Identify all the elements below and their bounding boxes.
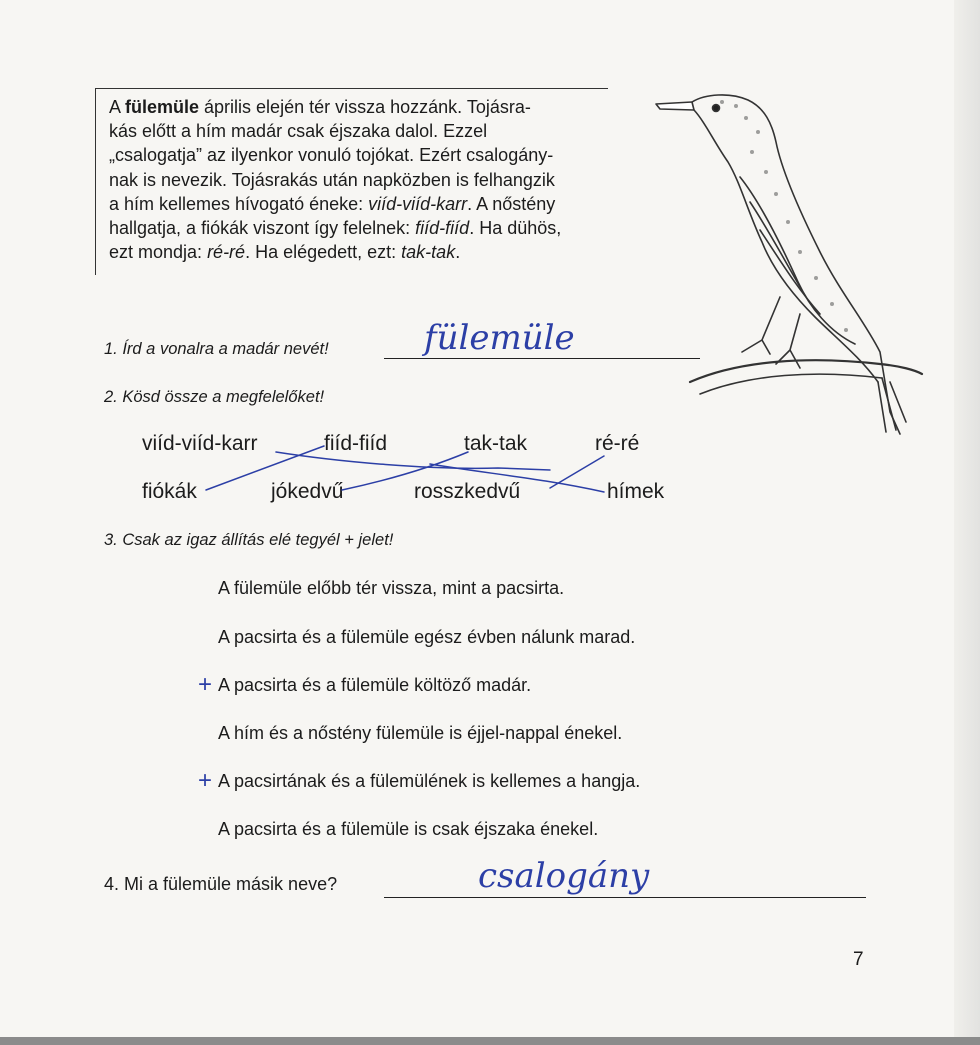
plus-mark: + bbox=[198, 671, 213, 698]
match-bottom-himek[interactable]: hímek bbox=[607, 480, 665, 503]
statement[interactable]: A pacsirta és a fülemüle egész évben nálunk marad. bbox=[218, 627, 636, 647]
task3-prompt: 3. Csak az igaz állítás elé tegyél + jelet! bbox=[104, 531, 394, 549]
match-bottom-rosszkedvu[interactable]: rosszkedvű bbox=[414, 480, 521, 503]
intro-line: a hím kellemes hívogató éneke: viíd-viíd-karr. A nőstény bbox=[109, 193, 556, 214]
statement[interactable]: A pacsirta és a fülemüle költöző madár. bbox=[218, 675, 532, 695]
statement[interactable]: A pacsirtának és a fülemülének is kellemes a hangja. bbox=[218, 771, 641, 791]
bottom-edge bbox=[0, 1037, 980, 1045]
task1-answer: fülemüle bbox=[424, 318, 575, 358]
task1-prompt: 1. Írd a vonalra a madár nevét! bbox=[104, 340, 329, 358]
intro-line: ezt mondja: ré-ré. Ha elégedett, ezt: tak-tak. bbox=[109, 242, 461, 263]
intro-paragraph bbox=[109, 95, 669, 264]
intro-line: A fülemüle április elején tér vissza hozzánk. Tojásra- bbox=[109, 97, 531, 117]
match-line-viid-rosszkedvu bbox=[276, 452, 550, 470]
match-bottom-jokedvu[interactable]: jókedvű bbox=[271, 480, 344, 503]
match-bottom-fiokak[interactable]: fiókák bbox=[142, 480, 197, 503]
match-top-taktak[interactable]: tak-tak bbox=[464, 432, 528, 455]
match-top-fiid[interactable]: fiíd-fiíd bbox=[324, 432, 388, 455]
task2-prompt: 2. Kösd össze a megfelelőket! bbox=[104, 388, 325, 406]
statement[interactable]: A pacsirta és a fülemüle is csak éjszaka énekel. bbox=[218, 819, 599, 839]
task4-answer: csalogány bbox=[478, 856, 650, 896]
statement[interactable]: A hím és a nőstény fülemüle is éjjel-nappal énekel. bbox=[218, 723, 623, 743]
task1-answer-line[interactable] bbox=[384, 358, 700, 359]
intro-line: „csalogatja” az ilyenkor vonuló tojókat. Ezért csalogány- bbox=[109, 145, 554, 166]
matching-lines bbox=[130, 420, 710, 530]
task4-prompt: 4. Mi a fülemüle másik neve? bbox=[104, 874, 338, 894]
plus-mark: + bbox=[198, 767, 213, 794]
match-line-taktak-jokedvu bbox=[342, 452, 468, 490]
intro-line: nak is nevezik. Tojásrakás után napközben is felhangzik bbox=[109, 169, 555, 190]
match-line-fiid-fiokak bbox=[206, 446, 324, 490]
match-top-rere[interactable]: ré-ré bbox=[595, 432, 640, 455]
page-edge bbox=[954, 0, 980, 1045]
nightingale-illustration bbox=[650, 82, 930, 442]
match-top-viid[interactable]: viíd-viíd-karr bbox=[142, 432, 258, 455]
page-number: 7 bbox=[853, 949, 864, 970]
intro-text-box bbox=[95, 88, 608, 275]
task4-answer-line[interactable] bbox=[384, 897, 866, 898]
intro-line: kás előtt a hím madár csak éjszaka dalol. Ezzel bbox=[109, 121, 488, 142]
intro-line: hallgatja, a fiókák viszont így felelnek: fiíd-fiíd. Ha dühös, bbox=[109, 218, 562, 239]
statement[interactable]: A fülemüle előbb tér vissza, mint a pacsirta. bbox=[218, 578, 565, 598]
